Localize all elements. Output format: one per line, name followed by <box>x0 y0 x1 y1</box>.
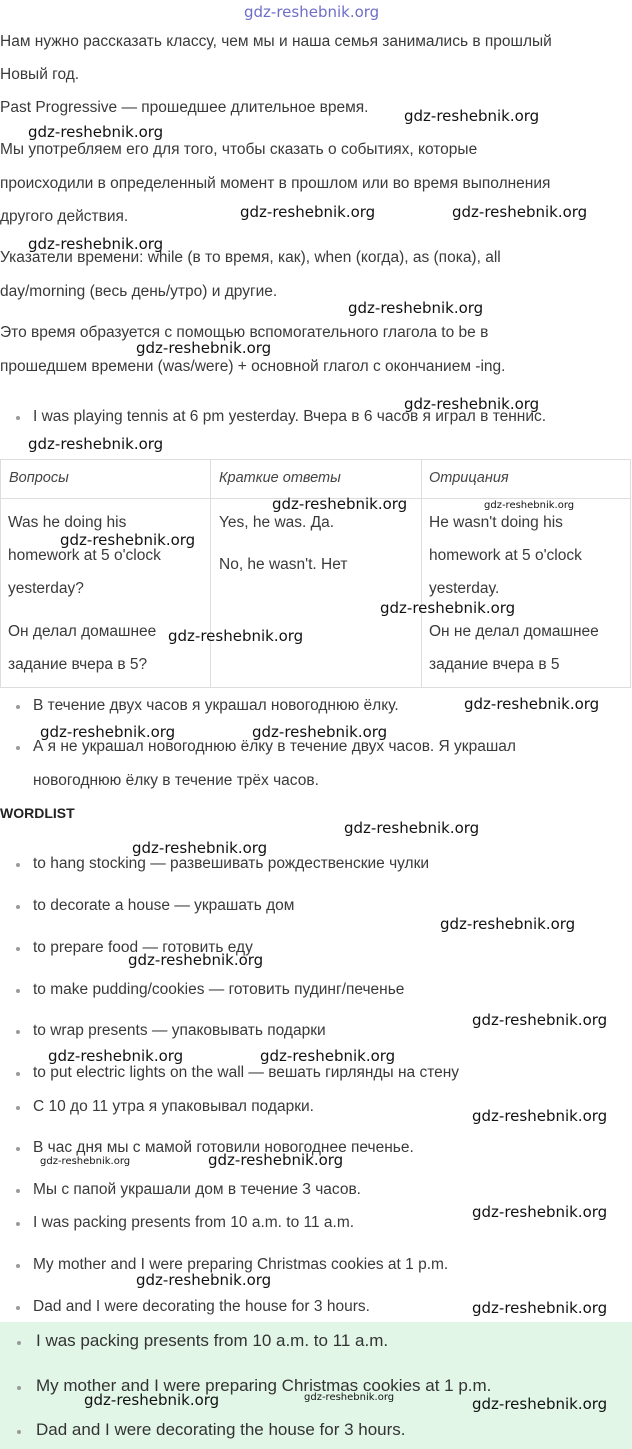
watermark: gdz-reshebnik.org <box>132 839 268 857</box>
bullet <box>16 416 20 420</box>
intro-text-line: происходили в определенный момент в прошлом или во время выполнения <box>0 175 551 192</box>
list-item: В час дня мы с мамой готовили новогоднее печенье. <box>33 1139 414 1156</box>
answer-item: My mother and I were preparing Christmas cookies at 1 p.m. <box>36 1376 492 1395</box>
grammar-table <box>0 459 631 688</box>
watermark: gdz-reshebnik.org <box>472 1203 608 1221</box>
watermark: gdz-reshebnik.org <box>40 1156 131 1167</box>
list-item: В течение двух часов я украшал новогоднюю ёлку. <box>33 697 399 714</box>
list-item: to wrap presents — упаковывать подарки <box>33 1022 326 1039</box>
bullet <box>16 989 20 993</box>
watermark: gdz-reshebnik.org <box>440 915 576 933</box>
watermark: gdz-reshebnik.org <box>136 339 272 357</box>
list-item-continuation: новогоднюю ёлку в течение трёх часов. <box>33 772 319 789</box>
table-cell: He wasn't doing his <box>429 514 563 531</box>
table-cell: homework at 5 o'clock <box>429 547 582 564</box>
table-header-short-answers: Краткие ответы <box>219 470 341 486</box>
watermark: gdz-reshebnik.org <box>472 1107 608 1125</box>
watermark: gdz-reshebnik.org <box>40 723 176 741</box>
watermark: gdz-reshebnik.org <box>404 107 540 125</box>
list-item: Мы с папой украшали дом в течение 3 часов. <box>33 1181 361 1198</box>
list-item: to hang stocking — развешивать рождественские чулки <box>33 855 430 872</box>
table-cell: No, he wasn't. Нет <box>219 556 348 573</box>
watermark: gdz-reshebnik.org <box>168 627 304 645</box>
list-item: to decorate a house — украшать дом <box>33 897 295 914</box>
example-sentence: I was playing tennis at 6 pm yesterday. Вчера в 6 часов я играл в теннис. <box>33 408 547 425</box>
watermark: gdz-reshebnik.org <box>472 1299 608 1317</box>
bullet <box>16 1189 20 1193</box>
table-cell: yesterday? <box>8 580 84 597</box>
watermark: gdz-reshebnik.org <box>380 599 516 617</box>
watermark: gdz-reshebnik.org <box>208 1151 344 1169</box>
list-item: to put electric lights on the wall — вешать гирлянды на стену <box>33 1064 460 1081</box>
table-header-negatives: Отрицания <box>429 470 509 486</box>
table-cell: yesterday. <box>429 580 500 597</box>
list-item: to prepare food — готовить еду <box>33 939 253 956</box>
wordlist-heading: WORDLIST <box>0 805 75 821</box>
intro-text-line: Нам нужно рассказать классу, чем мы и наша семья занимались в прошлый <box>0 33 552 50</box>
watermark: gdz-reshebnik.org <box>484 500 575 511</box>
bullet <box>16 947 20 951</box>
bullet <box>16 863 20 867</box>
watermark: gdz-reshebnik.org <box>304 1392 395 1403</box>
intro-text-line: Новый год. <box>0 66 80 83</box>
bullet <box>16 1030 20 1034</box>
watermark: gdz-reshebnik.org <box>272 495 408 513</box>
watermark: gdz-reshebnik.org <box>252 723 388 741</box>
intro-text-line: другого действия. <box>0 208 129 225</box>
bullet <box>16 1222 20 1226</box>
table-cell: задание вчера в 5 <box>429 656 560 673</box>
list-item: I was packing presents from 10 a.m. to 11 a.m. <box>33 1214 355 1231</box>
watermark: gdz-reshebnik.org <box>136 1271 272 1289</box>
watermark: gdz-reshebnik.org <box>28 123 164 141</box>
list-item: to make pudding/cookies — готовить пудинг/печенье <box>33 981 405 998</box>
watermark: gdz-reshebnik.org <box>28 235 164 253</box>
answer-box <box>0 1322 632 1449</box>
table-cell: Он делал домашнее <box>8 623 157 640</box>
answer-item: Dad and I were decorating the house for 3 hours. <box>36 1420 406 1439</box>
bullet <box>16 905 20 909</box>
intro-text-line: Мы употребляем его для того, чтобы сказать о событиях, которые <box>0 141 478 158</box>
time-markers-line: Указатели времени: while (в то время, как), when (когда), as (пока), all <box>0 249 501 266</box>
watermark: gdz-reshebnik.org <box>472 1395 608 1413</box>
table-cell: homework at 5 o'clock <box>8 547 161 564</box>
watermark: gdz-reshebnik.org <box>260 1047 396 1065</box>
bullet <box>17 1430 21 1434</box>
bullet <box>16 705 20 709</box>
watermark: gdz-reshebnik.org <box>348 299 484 317</box>
definition-heading: Past Progressive — прошедшее длительное время. <box>0 99 369 116</box>
watermark: gdz-reshebnik.org <box>472 1011 608 1029</box>
answer-item: I was packing presents from 10 a.m. to 11 a.m. <box>36 1331 389 1350</box>
bullet <box>16 1306 20 1310</box>
watermark: gdz-reshebnik.org <box>452 203 588 221</box>
watermark: gdz-reshebnik.org <box>344 819 480 837</box>
table-cell: Was he doing his <box>8 514 127 531</box>
bullet <box>16 746 20 750</box>
list-item: Dad and I were decorating the house for 3 hours. <box>33 1298 370 1315</box>
watermark: gdz-reshebnik.org <box>128 951 264 969</box>
table-header-questions: Вопросы <box>9 470 69 486</box>
table-cell: задание вчера в 5? <box>8 656 148 673</box>
watermark: gdz-reshebnik.org <box>28 435 164 453</box>
watermark: gdz-reshebnik.org <box>240 203 376 221</box>
watermark: gdz-reshebnik.org <box>464 695 600 713</box>
list-item: А я не украшал новогоднюю ёлку в течение двух часов. Я украшал <box>33 738 516 755</box>
watermark: gdz-reshebnik.org <box>48 1047 184 1065</box>
watermark: gdz-reshebnik.org <box>84 1391 220 1409</box>
bullet <box>16 1106 20 1110</box>
time-markers-line: day/morning (весь день/утро) и другие. <box>0 283 278 300</box>
watermark: gdz-reshebnik.org <box>244 3 380 21</box>
bullet <box>16 1072 20 1076</box>
bullet <box>17 1341 21 1345</box>
table-cell: Он не делал домашнее <box>429 623 599 640</box>
list-item: My mother and I were preparing Christmas cookies at 1 p.m. <box>33 1256 449 1273</box>
watermark: gdz-reshebnik.org <box>404 395 540 413</box>
list-item: С 10 до 11 утра я упаковывал подарки. <box>33 1098 314 1115</box>
bullet <box>17 1386 21 1390</box>
table-cell: Yes, he was. Да. <box>219 514 335 531</box>
formation-line: прошедшем времени (was/were) + основной глагол с окончанием -ing. <box>0 358 506 375</box>
formation-line: Это время образуется с помощью вспомогательного глагола to be в <box>0 324 489 341</box>
watermark: gdz-reshebnik.org <box>60 531 196 549</box>
bullet <box>16 1264 20 1268</box>
bullet <box>16 1147 20 1151</box>
